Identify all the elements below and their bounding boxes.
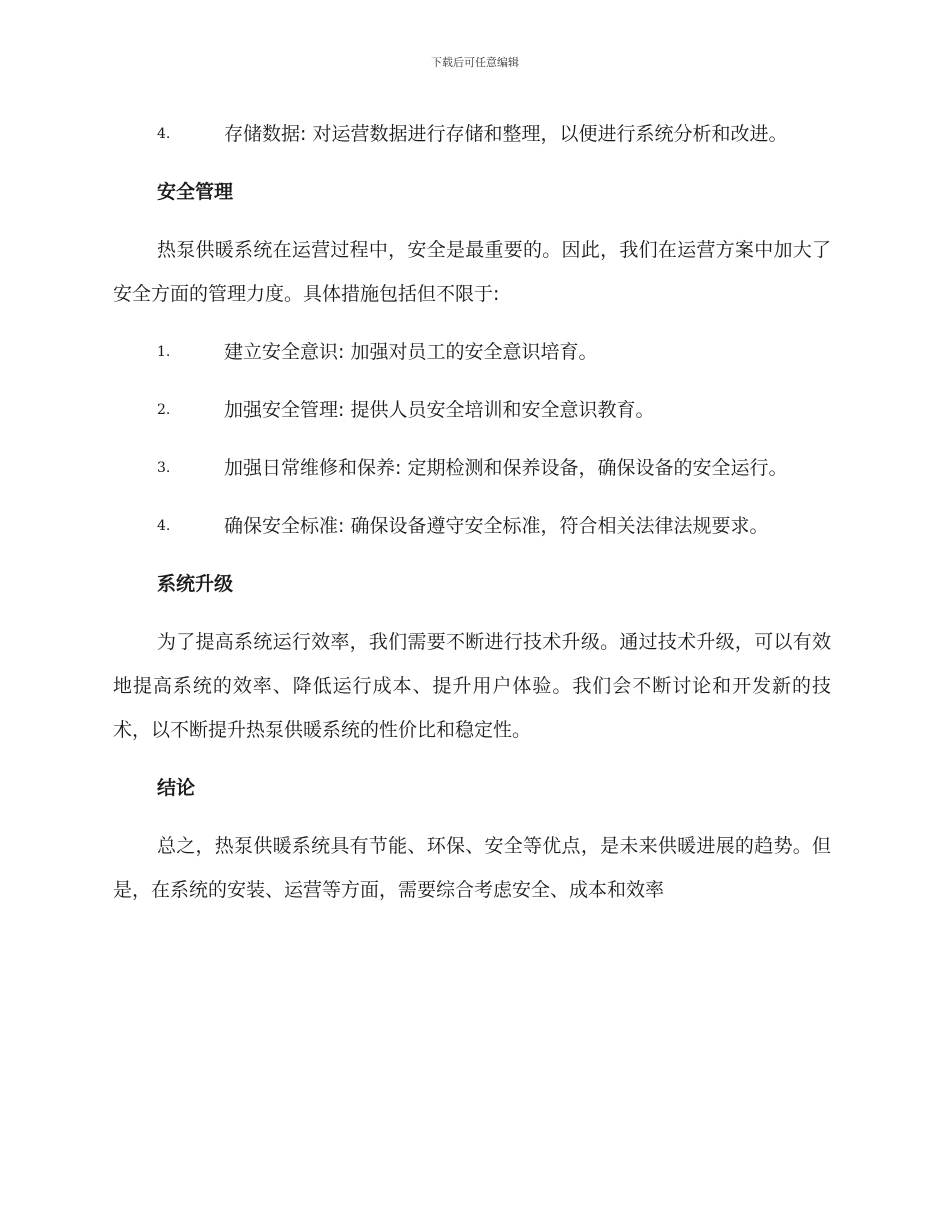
- section-heading-upgrade: 系统升级: [157, 573, 234, 595]
- list-item: [113, 388, 831, 432]
- list-text: 确保安全标准: 确保设备遵守安全标准，符合相关法律法规要求。: [224, 515, 769, 537]
- list-text: 建立安全意识: 加强对员工的安全意识培育。: [224, 341, 598, 363]
- list-number: 4.: [157, 126, 171, 142]
- list-item: [113, 330, 831, 374]
- document-body: [113, 112, 831, 926]
- list-text: 存储数据: 对运营数据进行存储和整理，以便进行系统分析和改进。: [224, 123, 788, 145]
- header-note: 下载后可任意编辑: [431, 56, 519, 69]
- section-heading-safety: 安全管理: [157, 181, 234, 203]
- list-item: [113, 446, 831, 490]
- paragraph-upgrade: 为了提高系统运行效率，我们需要不断进行技术升级。通过技术升级，可以有效地提高系统的效率、降低运行成本、提升用户体验。我们会不断讨论和开发新的技术，以不断提升热泵供暖系统的性价比和稳定性。: [113, 631, 831, 741]
- list-text: 加强安全管理: 提供人员安全培训和安全意识教育。: [224, 399, 655, 421]
- list-item: [113, 112, 831, 156]
- list-number: 3.: [157, 460, 171, 476]
- list-text: 加强日常维修和保养: 定期检测和保养设备，确保设备的安全运行。: [224, 457, 788, 479]
- list-number: 1.: [157, 344, 171, 360]
- section-heading-conclusion: 结论: [157, 777, 196, 799]
- paragraph-safety-intro: 热泵供暖系统在运营过程中，安全是最重要的。因此，我们在运营方案中加大了安全方面的管理力度。具体措施包括但不限于:: [113, 239, 831, 305]
- paragraph-conclusion: 总之，热泵供暖系统具有节能、环保、安全等优点，是未来供暖进展的趋势。但是，在系统的安装、运营等方面，需要综合考虑安全、成本和效率: [113, 835, 831, 901]
- list-number: 2.: [157, 402, 171, 418]
- list-item: [113, 504, 831, 548]
- list-number: 4.: [157, 518, 171, 534]
